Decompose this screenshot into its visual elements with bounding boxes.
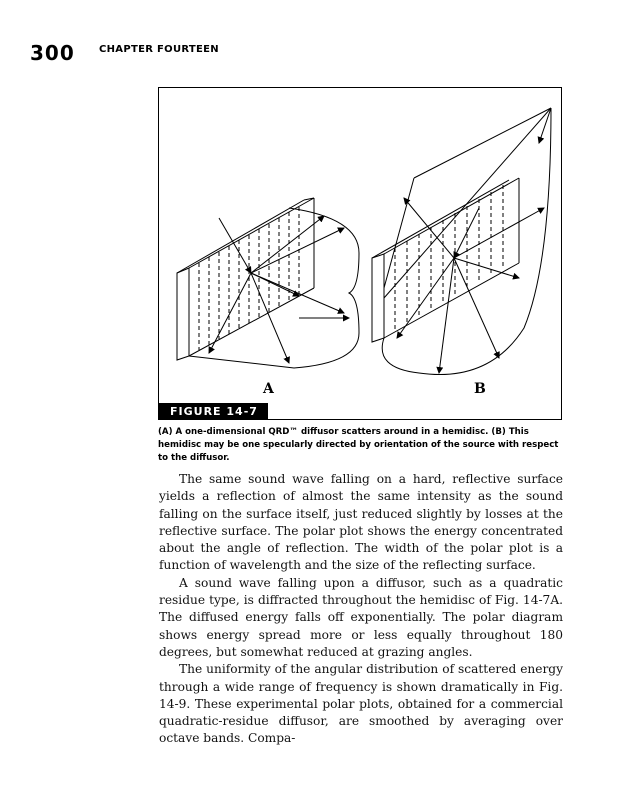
chapter-title: CHAPTER FOURTEEN [99,44,219,55]
body-text [159,471,563,748]
diffusor-illustration [159,88,563,421]
diffusor-a [177,198,359,368]
figure-14-7 [158,87,562,420]
paragraph: The same sound wave falling on a hard, reflective surface yields a reflection of almost the same intensity as the sound falling on the surface itself, just reduced slightly by losses at the reflective surface. The polar plot shows the energy concentrated about the angle of reflection. The width of the polar plot is a function of wavelength and the size of the reflecting surface. [159,472,563,573]
paragraph: A sound wave falling upon a diffusor, such as a quadratic residue type, is diffracted throughout the hemidisc of Fig. 14-7A. The diffused energy falls off exponentially. The polar diagram shows energy spread more or less equally throughout 180 degrees, but somewhat reduced at grazing angles. [159,575,563,659]
diffusor-b [372,108,551,375]
paragraph: The uniformity of the angular distribution of scattered energy through a wide range of frequency is shown dramatically in Fig. 14-9. These experimental polar plots, obtained for a commercial quadratic-residue diffusor, are smoothed by averaging over octave bands. Compa- [159,662,563,746]
panel-label-b: B [474,381,486,397]
panel-label-a: A [263,381,274,397]
figure-label: FIGURE 14-7 [158,403,268,420]
page-number: 300 [30,41,75,65]
figure-caption: (A) A one-dimensional QRD™ diffusor scatters around in a hemidisc. (B) This hemidisc may be one specularly directed by orientation of the source with respect to the diffusor. [158,427,559,463]
